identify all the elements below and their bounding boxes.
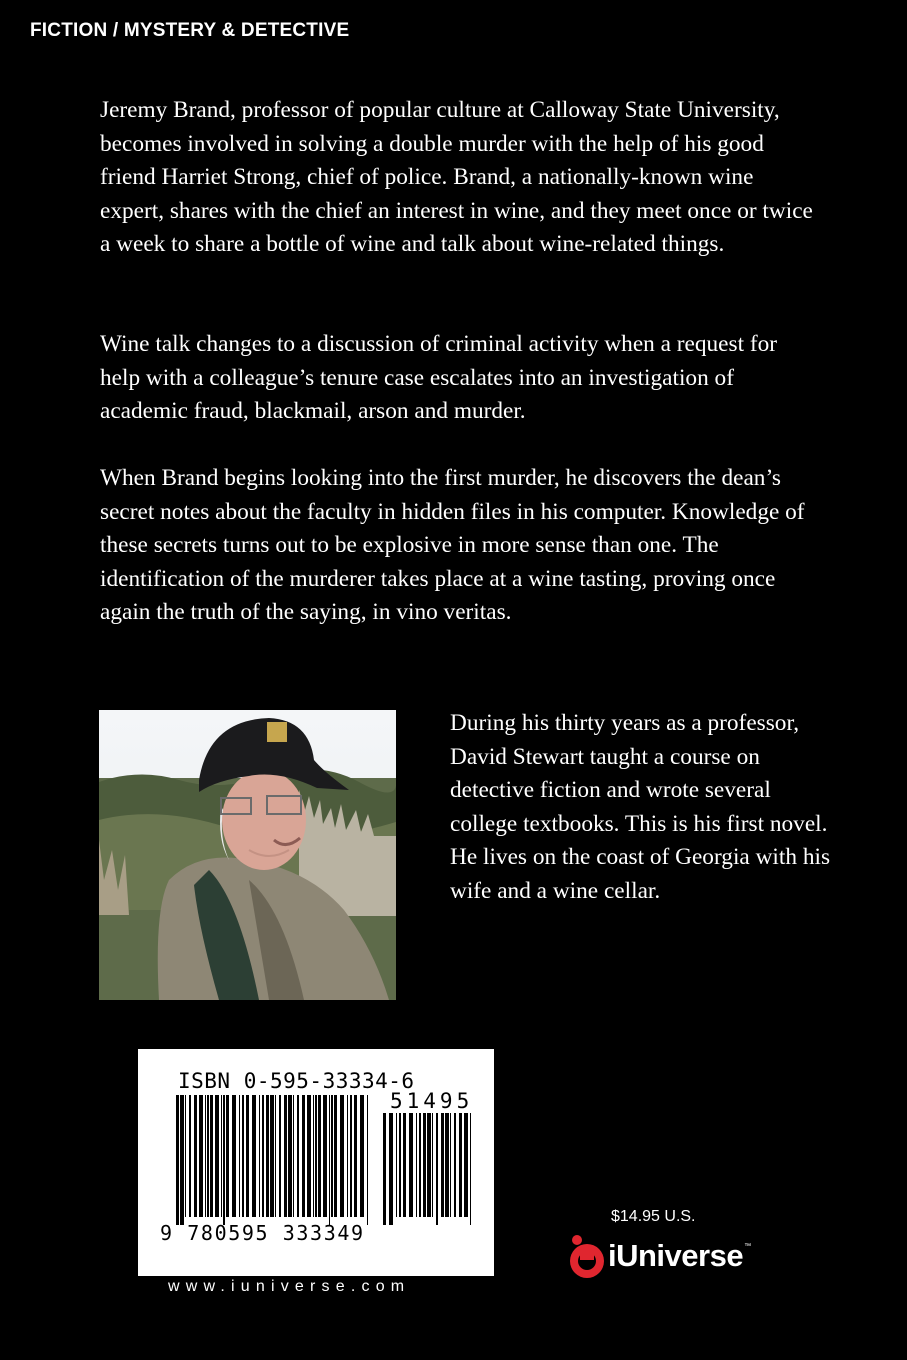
barcode-bar <box>323 1095 327 1217</box>
barcode-bar <box>232 1095 236 1217</box>
barcode-bar <box>441 1113 444 1217</box>
ean-digits: 9 780595 333349 <box>160 1221 365 1245</box>
blurb-paragraph: When Brand begins looking into the first murder, he discovers the dean’s secret notes about the faculty in hidden files in his computer. Knowledge of these secrets turns out to be explosive in more sense than one. The identification of the murderer takes place at a wine tasting, proving once again the truth of the saying, in vino veritas. <box>100 465 805 625</box>
isbn-barcode <box>138 1049 494 1276</box>
barcode-bar <box>262 1095 264 1217</box>
barcode-bar <box>367 1095 368 1225</box>
publisher-name: iUniverse <box>608 1238 744 1273</box>
barcode-bar <box>239 1095 240 1217</box>
barcode-bar <box>194 1095 197 1217</box>
barcode-bar <box>221 1095 222 1217</box>
barcode-bar <box>436 1113 438 1225</box>
barcode-bar <box>334 1095 337 1217</box>
category-label: FICTION / MYSTERY & DETECTIVE <box>30 20 350 41</box>
barcode-bar <box>210 1095 213 1217</box>
barcode-bar <box>307 1095 311 1217</box>
barcode-bar <box>419 1113 421 1217</box>
barcode-bar <box>266 1095 269 1217</box>
barcode-bar <box>432 1113 433 1217</box>
barcode-bar <box>205 1095 206 1217</box>
barcode-bar <box>403 1113 406 1217</box>
publisher-logo <box>567 1232 751 1280</box>
blurb-paragraph: Jeremy Brand, professor of popular culture at Calloway State University, becomes involved in solving a double murder with the help of his good friend Harriet Strong, chief of police. Brand, a nationally-known wine expert, shares with the chief an interest in wine, and they meet once or twice a week to share a bottle of wine and talk about wine-related things. <box>100 97 813 257</box>
barcode-bar <box>454 1113 456 1217</box>
barcode-bar <box>347 1095 348 1217</box>
barcode-bar <box>464 1113 468 1217</box>
barcode-bar <box>176 1095 179 1225</box>
barcode-bar <box>284 1095 287 1217</box>
barcode-bar <box>445 1113 449 1217</box>
barcode-bar <box>350 1095 352 1217</box>
barcode-bar <box>396 1113 397 1217</box>
barcode-bar <box>329 1095 330 1225</box>
author-bio: During his thirty years as a professor, David Stewart taught a course on detective fiction and wrote several college textbooks. This is his first novel. He lives on the coast of Georgia with his wife and a wine cellar. <box>450 710 831 904</box>
barcode-bar <box>226 1095 229 1217</box>
barcode-bar <box>340 1095 344 1217</box>
barcode-bar <box>242 1095 244 1217</box>
barcode-bar <box>423 1113 426 1217</box>
barcode-bar <box>246 1095 249 1217</box>
isbn-number: ISBN 0-595-33334-6 <box>178 1069 415 1093</box>
barcode-bar <box>293 1095 294 1217</box>
barcode-bar <box>223 1095 225 1225</box>
barcode-bar <box>416 1113 417 1217</box>
barcode-bar <box>215 1095 219 1217</box>
barcode-bar <box>259 1095 260 1217</box>
barcode-bar <box>450 1113 451 1217</box>
barcode-bar <box>360 1095 364 1217</box>
barcode-bar <box>331 1095 333 1217</box>
barcode-bar <box>399 1113 401 1217</box>
barcode-bar <box>279 1095 281 1217</box>
barcode-bar <box>470 1113 471 1225</box>
barcode-bar <box>354 1095 357 1217</box>
price-code: 51495 <box>390 1089 474 1113</box>
book-price: $14.95 U.S. <box>611 1208 696 1225</box>
author-photo <box>99 710 396 1000</box>
barcode-bar <box>207 1095 209 1217</box>
barcode-bar <box>459 1113 462 1217</box>
barcode-bar <box>427 1113 431 1217</box>
barcode-bar <box>185 1095 186 1217</box>
iuniverse-logo-icon <box>567 1232 607 1280</box>
barcode-bar <box>389 1113 393 1225</box>
barcode-bar <box>313 1095 314 1217</box>
barcode-bar <box>409 1113 413 1217</box>
barcode-bar <box>383 1113 386 1225</box>
barcode-bar <box>252 1095 256 1217</box>
barcode-bar <box>318 1095 321 1217</box>
barcode-bar <box>275 1095 276 1217</box>
barcode-bar <box>288 1095 292 1217</box>
barcode-bar <box>315 1095 317 1217</box>
publisher-website: www.iuniverse.com <box>168 1278 411 1295</box>
barcode-bar <box>297 1095 299 1217</box>
barcode-bar <box>302 1095 305 1217</box>
trademark-symbol: ™ <box>744 1242 752 1250</box>
barcode-bar <box>270 1095 274 1217</box>
barcode-bar <box>189 1095 191 1217</box>
barcode-bar <box>199 1095 203 1217</box>
barcode-bar <box>180 1095 184 1225</box>
blurb-paragraph: Wine talk changes to a discussion of criminal activity when a request for help with a colleague’s tenure case escalates into an investigation of academic fraud, blackmail, arson and murder. <box>100 331 778 424</box>
